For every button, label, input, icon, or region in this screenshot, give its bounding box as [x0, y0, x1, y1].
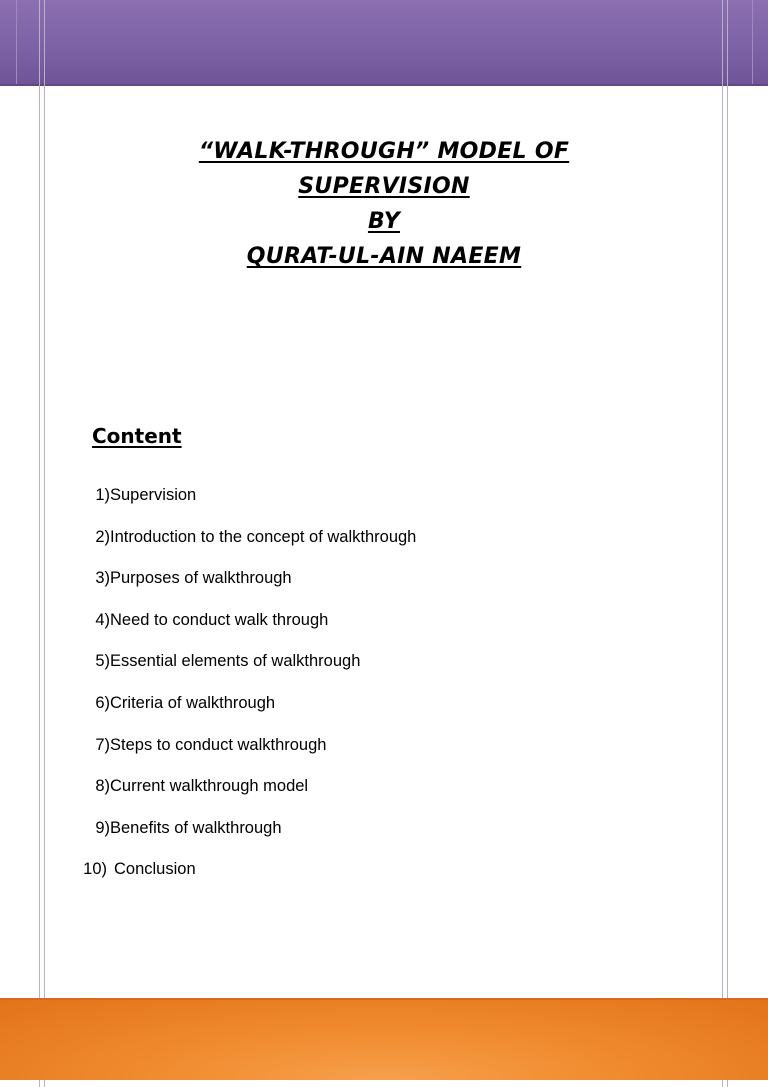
toc-label: Supervision — [110, 486, 197, 504]
toc-number: 6) — [95, 693, 110, 712]
toc-label: Current walkthrough model — [110, 777, 309, 796]
toc-item — [0, 610, 700, 652]
table-of-contents — [0, 485, 700, 901]
content-heading: Content — [92, 424, 182, 448]
document-title — [60, 134, 708, 274]
toc-label: Conclusion — [114, 860, 196, 879]
border-line — [722, 0, 723, 1087]
toc-label: Introduction to the concept of walkthrough — [110, 527, 417, 546]
toc-item — [0, 693, 700, 735]
toc-item — [0, 859, 700, 901]
toc-label: Essential elements of walkthrough — [110, 652, 361, 671]
toc-number: 3) — [95, 569, 110, 588]
toc-label: Benefits of walkthrough — [110, 818, 282, 837]
toc-item — [0, 776, 700, 818]
toc-label: Criteria of walkthrough — [110, 693, 276, 712]
toc-number: 7) — [95, 735, 110, 754]
border-line — [16, 0, 17, 84]
toc-number: 5) — [95, 652, 110, 671]
border-line — [727, 0, 728, 1087]
toc-number: 10) — [83, 860, 107, 879]
toc-number: 9) — [95, 818, 110, 837]
header-band — [0, 0, 768, 84]
toc-item — [0, 651, 700, 693]
border-line — [752, 0, 753, 84]
toc-number: 8) — [95, 777, 110, 796]
footer-band — [0, 1000, 768, 1080]
toc-number: 1) — [95, 486, 110, 504]
title-line: “WALK-THROUGH” MODEL OF — [198, 139, 570, 164]
toc-label: Purposes of walkthrough — [110, 569, 292, 588]
title-line: SUPERVISION — [298, 174, 470, 199]
toc-item — [0, 485, 700, 527]
toc-item — [0, 818, 700, 860]
toc-label: Steps to conduct walkthrough — [110, 735, 327, 754]
toc-number: 4) — [95, 610, 110, 629]
author-line: QURAT-UL-AIN NAEEM — [246, 244, 522, 269]
toc-item — [0, 568, 700, 610]
toc-item — [0, 735, 700, 777]
toc-number: 2) — [95, 527, 110, 546]
header-band-edge — [0, 84, 768, 86]
toc-item — [0, 527, 700, 569]
toc-label: Need to conduct walk through — [110, 610, 329, 629]
title-line: BY — [367, 209, 401, 234]
